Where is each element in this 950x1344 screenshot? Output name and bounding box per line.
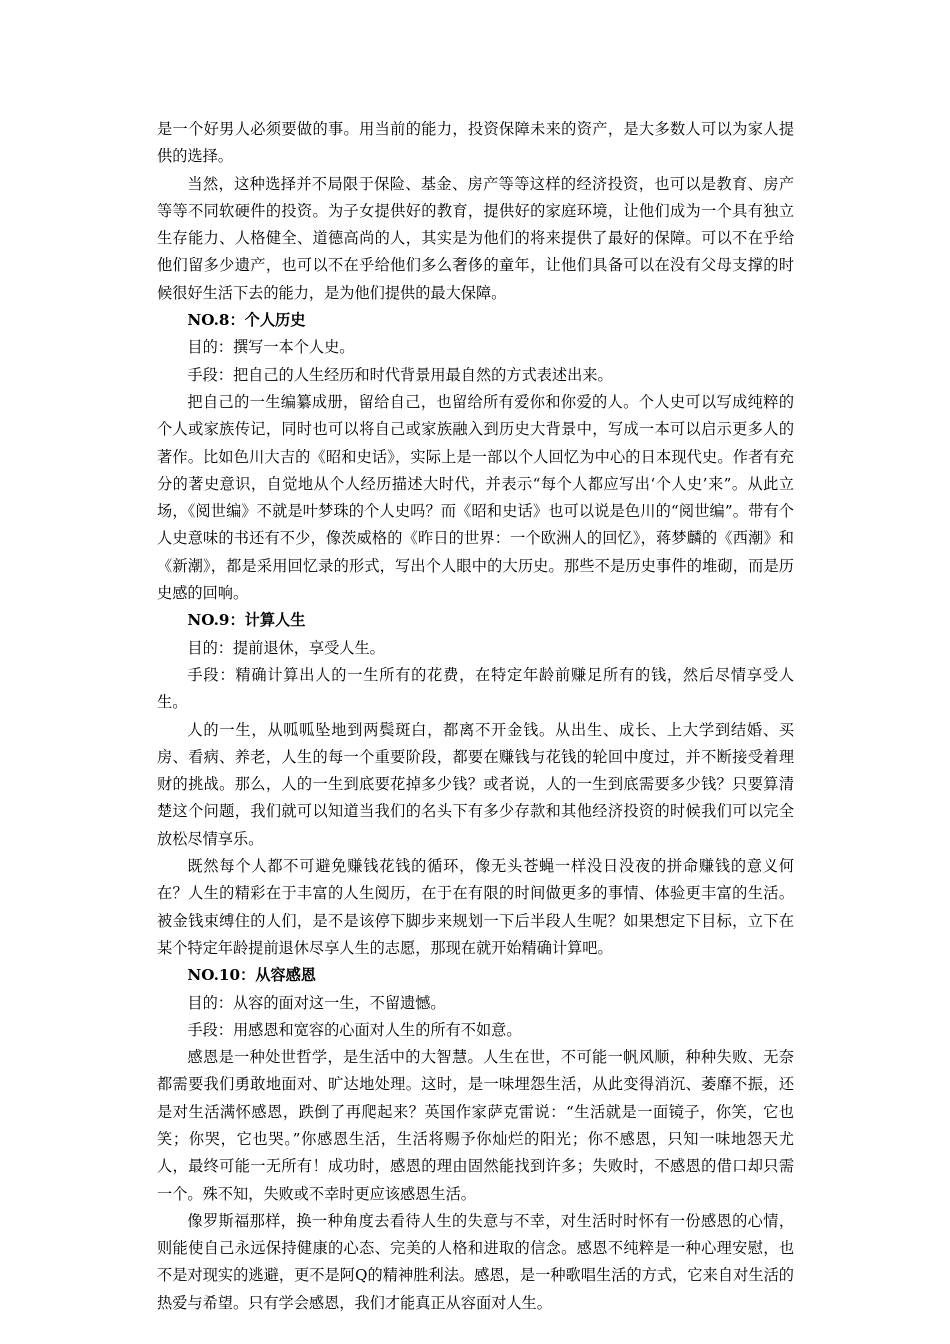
section-heading-no10: NO.10：从容感恩 bbox=[187, 966, 316, 985]
no9-body-2: 既然每个人都不可避免赚钱花钱的循环，像无头苍蝇一样没日没夜的拼命赚钱的意义何在？人生的精彩在于丰富的人生阅历，在于在有限的时间做更多的事情、体验更丰富的生活。被金钱束缚住的人们，是不是该停下脚步来规划一下后半段人生呢？如果想定下目标，立下在某个特定年龄提前退休尽享人生的志愿，那现在就开始精确计算吧。 bbox=[157, 857, 794, 957]
no10-body-1: 感恩是一种处世哲学，是生活中的大智慧。人生在世，不可能一帆风顺，种种失败、无奈都需要我们勇敢地面对、旷达地处理。这时，是一味埋怨生活，从此变得消沉、萎靡不振，还是对生活满怀感恩，跌倒了再爬起来？英国作家萨克雷说：“生活就是一面镜子，你笑，它也笑；你哭，它也哭。”你感恩生活，生活将赐予你灿烂的阳光；你不感恩，只知一味地怨天尤人，最终可能一无所有！成功时，感恩的理由固然能找到许多；失败时，不感恩的借口却只需一个。殊不知，失败或不幸时更应该感恩生活。 bbox=[157, 1048, 794, 1203]
section-heading-no8: NO.8：个人历史 bbox=[187, 311, 306, 330]
paragraph-investment: 当然，这种选择并不局限于保险、基金、房产等等这样的经济投资，也可以是教育、房产等等不同软硬件的投资。为子女提供好的教育，提供好的家庭环境，让他们成为一个具有独立生存能力、人格健全、道德高尚的人，其实是为他们的将来提供了最好的保障。可以不在乎给他们留多少遗产，也可以不在乎给他们多么奢侈的童年，让他们具备可以在没有父母支撑的时候很好生活下去的能力，是为他们提供的最大保障。 bbox=[157, 174, 794, 302]
no10-body-2: 像罗斯福那样，换一种角度去看待人生的失意与不幸，对生活时时怀有一份感恩的心情，则能使自己永远保持健康的心态、完美的人格和进取的信念。感恩不纯粹是一种心理安慰，也不是对现实的逃避，更不是阿Q的精神胜利法。感恩，是一种歌唱生活的方式，它来自对生活的热爱与希望。只有学会感恩，我们才能真正从容面对人生。 bbox=[157, 1211, 794, 1312]
no9-goal: 目的：提前退休，享受人生。 bbox=[187, 638, 385, 657]
no8-goal: 目的：撰写一本个人史。 bbox=[187, 338, 355, 357]
no8-body: 把自己的一生编纂成册，留给自己，也留给所有爱你和你爱的人。个人史可以写成纯粹的个人或家族传记，同时也可以将自己或家族融入到历史大背景中，写成一本可以启示更多人的著作。比如色川大吉的《昭和史话》，实际上是一部以个人回忆为中心的日本现代史。作者有充分的著史意识，自觉地从个人经历描述大时代，并表示“每个人都应写出‘个人史’来”。从此立场，《阅世编》不就是叶梦珠的个人史吗？而《昭和史话》也可以说是色川的“阅世编”。带有个人史意味的书还有不少，像茨威格的《昨日的世界：一个欧洲人的回忆》，蒋梦麟的《西潮》和《新潮》，都是采用回忆录的形式，写出个人眼中的大历史。那些不是历史事件的堆砌，而是历史感的回响。 bbox=[157, 392, 794, 603]
no8-method: 手段：把自己的人生经历和时代背景用最自然的方式表述出来。 bbox=[187, 365, 613, 384]
no10-goal: 目的：从容的面对这一生，不留遗憾。 bbox=[187, 993, 446, 1012]
no10-method: 手段：用感恩和宽容的心面对人生的所有不如意。 bbox=[187, 1020, 522, 1039]
document-page bbox=[157, 116, 794, 1317]
no9-method: 手段：精确计算出人的一生所有的花费，在特定年龄前赚足所有的钱，然后尽情享受人生。 bbox=[157, 665, 794, 712]
no9-body-1: 人的一生，从呱呱坠地到两鬓斑白，都离不开金钱。从出生、成长、上大学到结婚、买房、看病、养老，人生的每一个重要阶段，都要在赚钱与花钱的轮回中度过，并不断接受着理财的挑战。那么，人的一生到底要花掉多少钱？或者说，人的一生到底需要多少钱？只要算清楚这个问题，我们就可以知道当我们的名头下有多少存款和其他经济投资的时候我们可以完全放松尽情享乐。 bbox=[157, 720, 794, 848]
section-heading-no9: NO.9：计算人生 bbox=[187, 611, 306, 630]
paragraph-continuation: 是一个好男人必须要做的事。用当前的能力，投资保障未来的资产，是大多数人可以为家人提供的选择。 bbox=[157, 120, 794, 166]
